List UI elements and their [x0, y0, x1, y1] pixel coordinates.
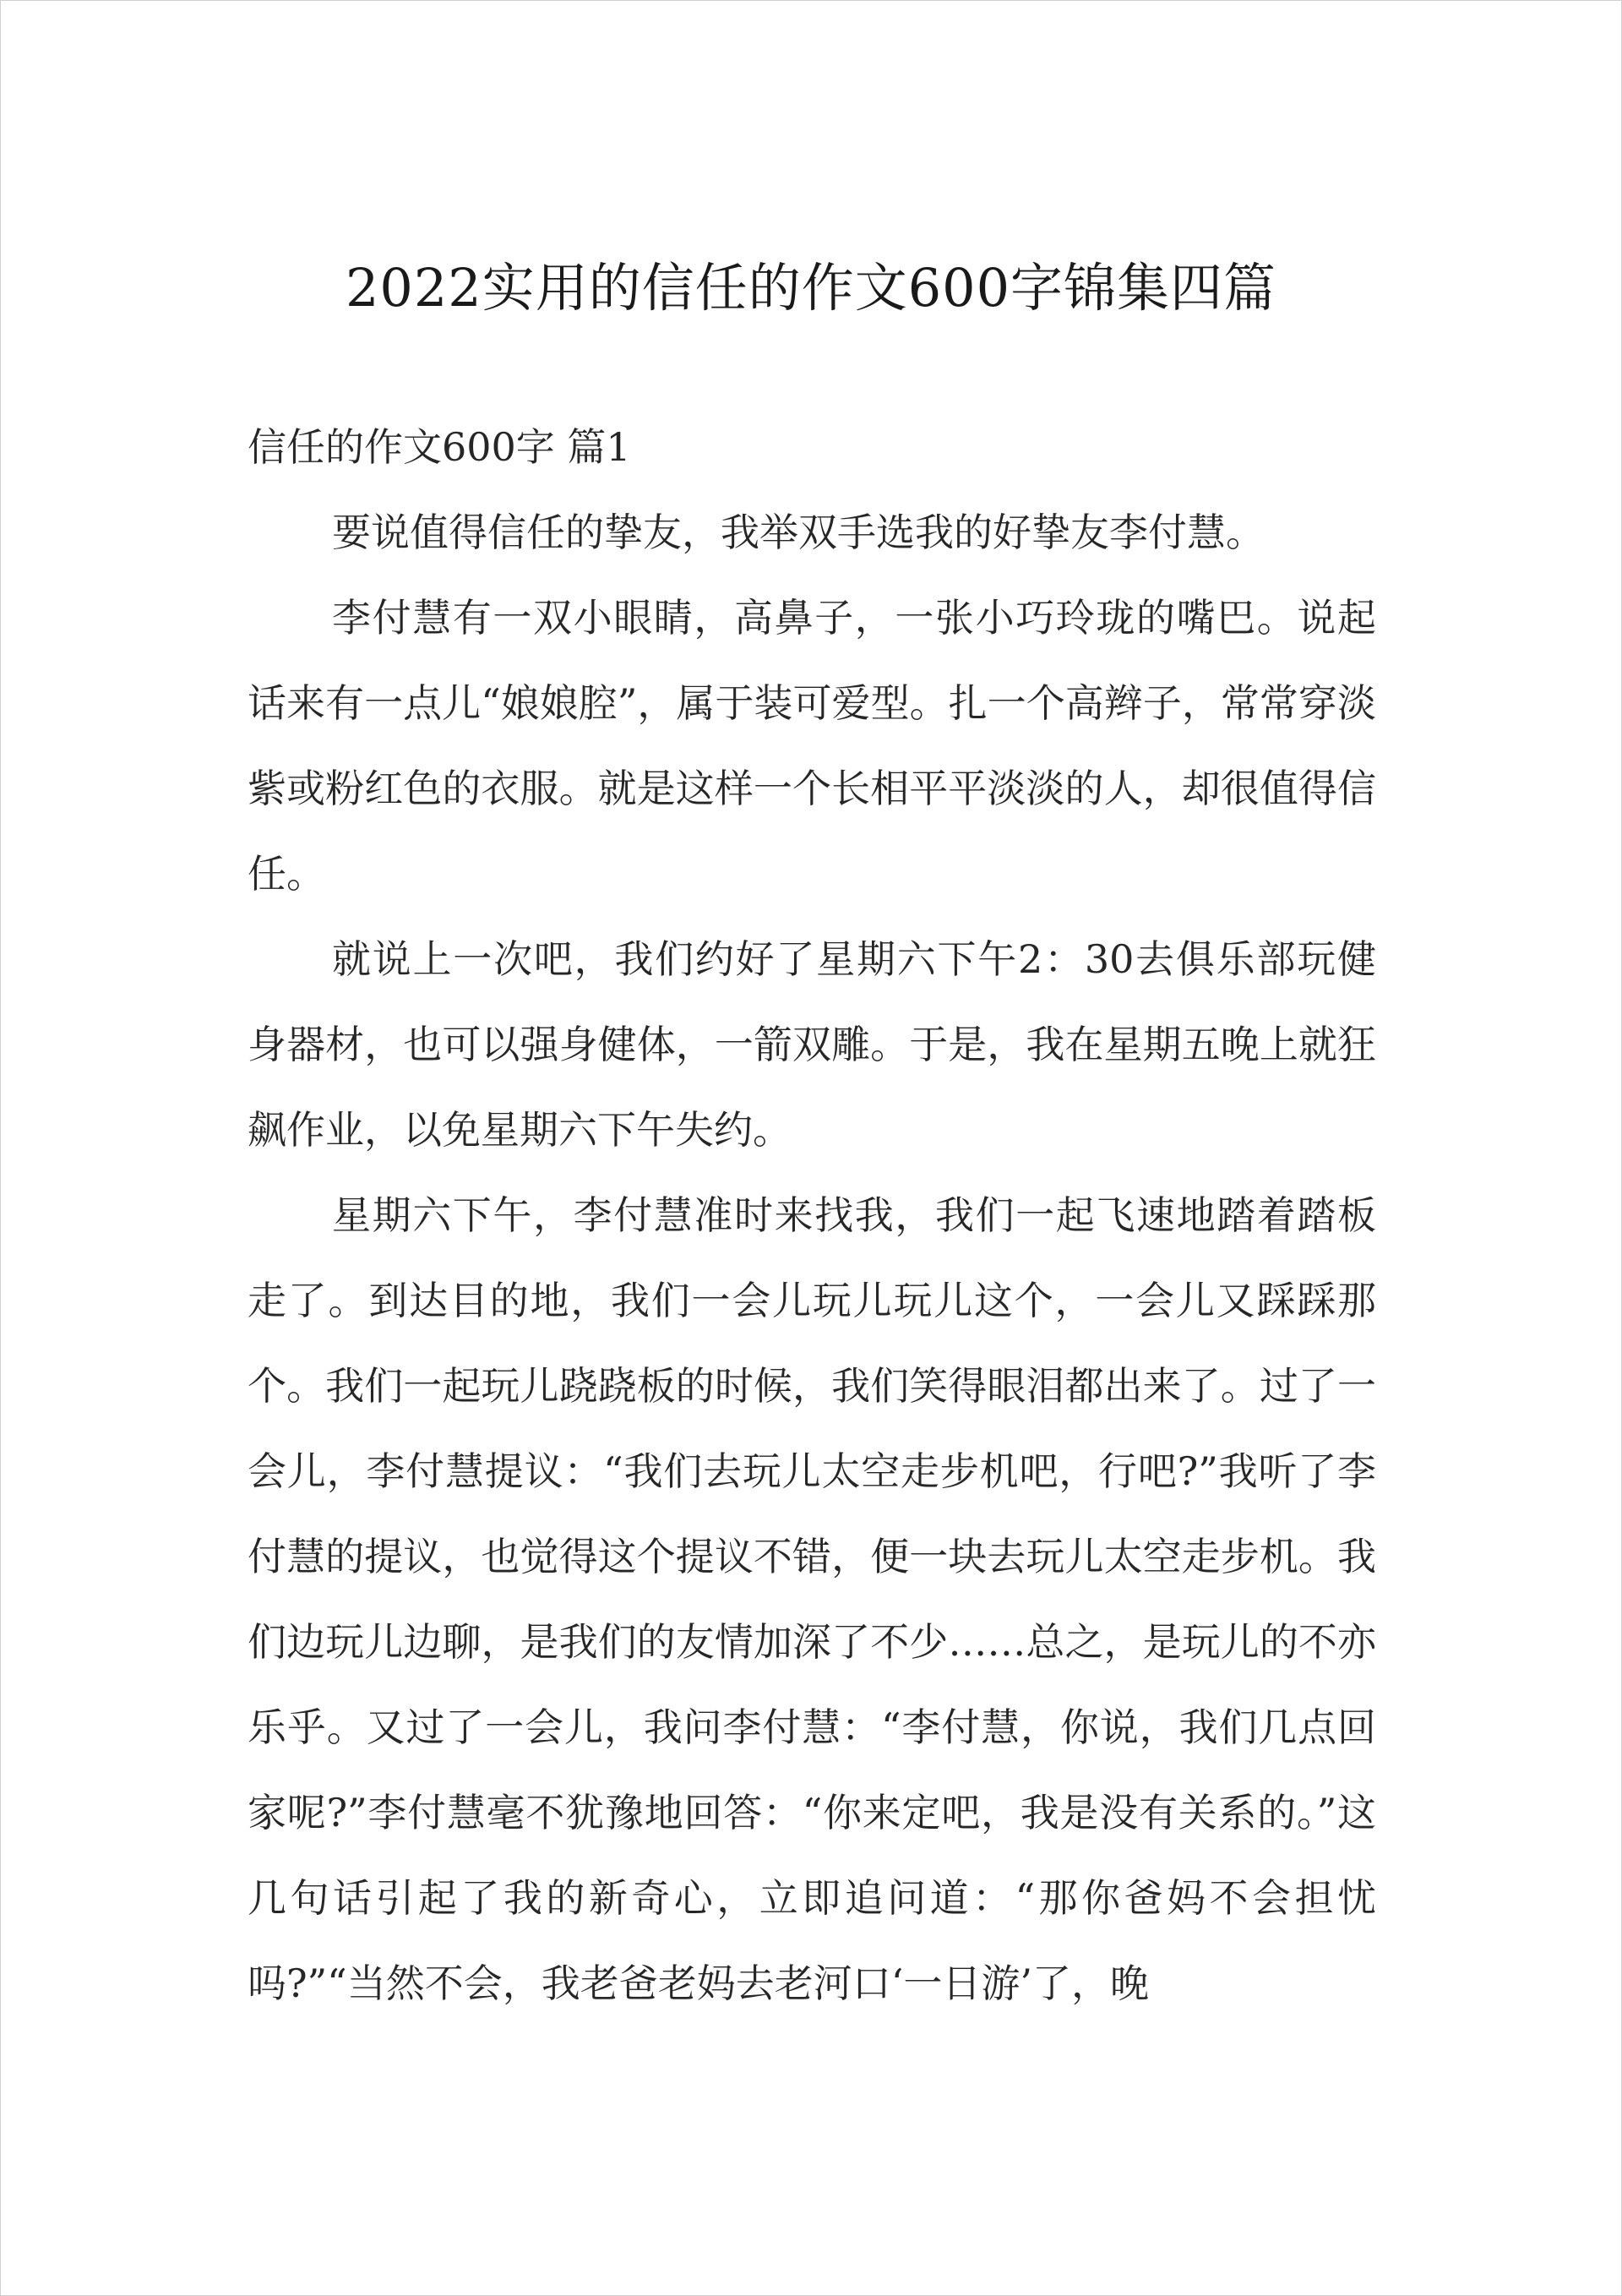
paragraph-2: 李付慧有一双小眼睛，高鼻子，一张小巧玲珑的嘴巴。说起话来有一点儿“娘娘腔”，属于装可爱型。扎一个高辫子，常常穿淡紫或粉红色的衣服。就是这样一个长相平平淡淡的人，却很值得信任。: [248, 595, 1376, 897]
paragraph-4: 星期六下午，李付慧准时来找我，我们一起飞速地踏着踏板走了。到达目的地，我们一会儿玩儿玩儿这个，一会儿又踩踩那个。我们一起玩儿跷跷板的时候，我们笑得眼泪都出来了。过了一会儿，李付慧提议：“我们去玩儿太空走步机吧，行吧?”我听了李付慧的提议，也觉得这个提议不错，便一块去玩儿太空走步机。我们边玩儿边聊，是我们的友情加深了不少……总之，是玩儿的不亦乐乎。又过了一会儿，我问李付慧：“李付慧，你说，我们几点回家呢?”李付慧毫不犹豫地回答：“你来定吧，我是没有关系的。”这几句话引起了我的新奇心，立即追问道：“那你爸妈不会担忧吗?”“当然不会，我老爸老妈去老河口‘一日游’了，晚: [248, 1192, 1376, 2006]
document-title: 2022实用的信任的作文600字锦集四篇: [345, 257, 1277, 319]
paragraph-1: 要说值得信任的挚友，我举双手选我的好挚友李付慧。: [332, 510, 1265, 555]
paragraph-3: 就说上一次吧，我们约好了星期六下午2：30去俱乐部玩健身器材，也可以强身健体，一箭双雕。于是，我在星期五晚上就狂飙作业，以免星期六下午失约。: [248, 936, 1376, 1153]
section-heading: 信任的作文600字 篇1: [248, 424, 631, 470]
document-body: [248, 405, 1376, 2026]
